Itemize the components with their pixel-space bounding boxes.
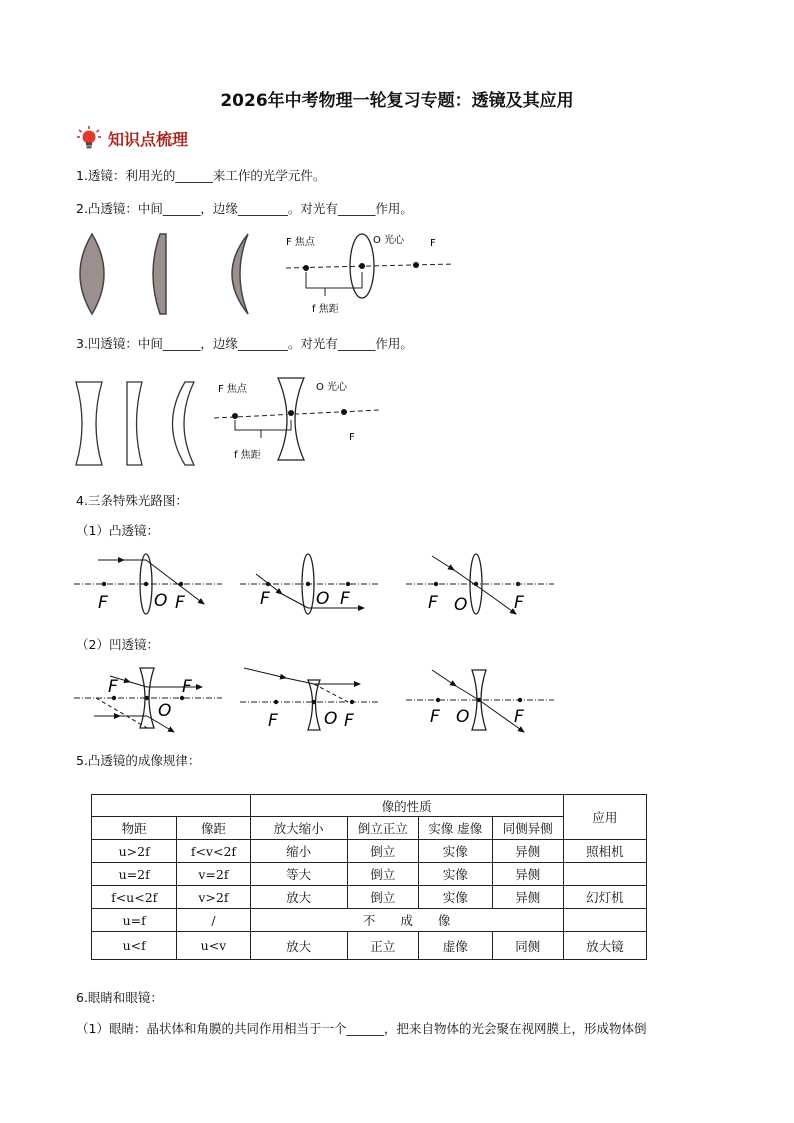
table-row: f<u<2f v>2f 放大 倒立 实像 异侧 幻灯机 xyxy=(92,886,647,909)
concave-lens-shapes xyxy=(72,378,207,470)
convex-lens-diagram xyxy=(282,228,472,320)
principal-axis xyxy=(214,410,380,418)
label-F: F xyxy=(344,711,354,731)
focus-right-label: F xyxy=(349,432,355,443)
label-F: F xyxy=(514,707,524,727)
center-label: O 光心 xyxy=(316,382,348,393)
focus-point-right xyxy=(341,409,347,415)
concave-lens xyxy=(278,378,304,460)
optical-center xyxy=(359,263,365,269)
section-label: 知识点梳理 xyxy=(108,129,189,149)
focus-point xyxy=(232,413,238,419)
label-F: F xyxy=(340,589,350,609)
concave-ray-diagram-3 xyxy=(406,664,556,734)
plano-convex-lens xyxy=(153,234,166,314)
item-5: 5.凸透镜的成像规律： xyxy=(76,753,201,768)
item-4: 4.三条特殊光路图： xyxy=(76,493,188,508)
focus-point xyxy=(303,265,309,271)
header-image-properties: 像的性质 xyxy=(250,795,563,817)
label-F: F xyxy=(430,707,440,727)
meniscus-concave-lens xyxy=(173,382,195,465)
convex-ray-diagram-3 xyxy=(406,548,556,616)
focus-label: F 焦点 xyxy=(218,384,247,395)
header-object-distance: 物距 xyxy=(92,817,177,840)
header-size: 放大缩小 xyxy=(250,817,347,840)
concave-ray-diagram-2 xyxy=(240,664,390,734)
table-row: u<f u<v 放大 正立 虚像 同侧 放大镜 xyxy=(92,932,647,960)
table-row: u>2f f<v<2f 缩小 倒立 实像 异侧 照相机 xyxy=(92,840,647,863)
focal-length-bracket xyxy=(235,420,291,430)
convex-ray-diagram-2 xyxy=(240,548,390,616)
focus-right-label: F xyxy=(430,238,436,249)
label-F: F xyxy=(98,593,108,613)
biconvex-lens xyxy=(80,234,104,314)
label-F: F xyxy=(182,677,192,697)
item-4b: （2）凹透镜： xyxy=(76,637,159,652)
header-real-virtual: 实像 虚像 xyxy=(418,817,492,840)
label-O: O xyxy=(154,591,168,611)
meniscus-convex-lens xyxy=(232,234,248,314)
concave-ray-diagram-1 xyxy=(74,664,224,734)
label-O: O xyxy=(454,595,468,615)
optical-center xyxy=(288,410,294,416)
label-F: F xyxy=(268,711,278,731)
focus-point-right xyxy=(413,262,419,268)
center-label: O 光心 xyxy=(373,235,405,246)
focal-length-label: f 焦距 xyxy=(234,450,261,461)
item-6: 6.眼睛和眼镜： xyxy=(76,990,163,1005)
section-heading xyxy=(76,125,188,151)
label-F: F xyxy=(514,593,524,613)
principal-axis xyxy=(286,264,454,268)
focal-length-bracket xyxy=(306,272,362,288)
label-F: F xyxy=(260,589,270,609)
convex-ray-diagram-1 xyxy=(74,548,224,616)
convex-lens-shapes xyxy=(72,228,272,320)
label-O: O xyxy=(158,701,172,721)
biconcave-lens xyxy=(76,382,102,465)
header-orientation: 倒立正立 xyxy=(347,817,418,840)
imaging-rules-table xyxy=(91,794,647,960)
label-F: F xyxy=(108,677,118,697)
concave-lens-diagram xyxy=(212,372,392,468)
item-2: 2.凸透镜：中间______，边缘________。对光有______作用。 xyxy=(76,201,413,216)
lightbulb-icon xyxy=(76,125,102,151)
header-image-distance: 像距 xyxy=(177,817,250,840)
header-side: 同侧异侧 xyxy=(492,817,563,840)
plano-concave-lens xyxy=(127,382,142,465)
page-title: 2026年中考物理一轮复习专题：透镜及其应用 xyxy=(220,91,574,111)
item-1: 1.透镜：利用光的______来工作的光学元件。 xyxy=(76,168,326,183)
label-F: F xyxy=(175,593,185,613)
table-row: u=2f v=2f 等大 倒立 实像 异侧 xyxy=(92,863,647,886)
header-application: 应用 xyxy=(563,795,646,840)
item-3: 3.凹透镜：中间______，边缘________。对光有______作用。 xyxy=(76,336,413,351)
focal-length-label: f 焦距 xyxy=(312,304,339,315)
table-row: u=f / 不 成 像 xyxy=(92,909,647,932)
label-O: O xyxy=(316,589,330,609)
label-O: O xyxy=(456,707,470,727)
item-4a: （1）凸透镜： xyxy=(76,523,159,538)
label-O: O xyxy=(324,709,338,729)
label-F: F xyxy=(428,593,438,613)
item-6a: （1）眼睛：晶状体和角膜的共同作用相当于一个______，把来自物体的光会聚在视网膜上，形成物体倒 xyxy=(76,1021,647,1036)
focus-label: F 焦点 xyxy=(286,237,315,248)
